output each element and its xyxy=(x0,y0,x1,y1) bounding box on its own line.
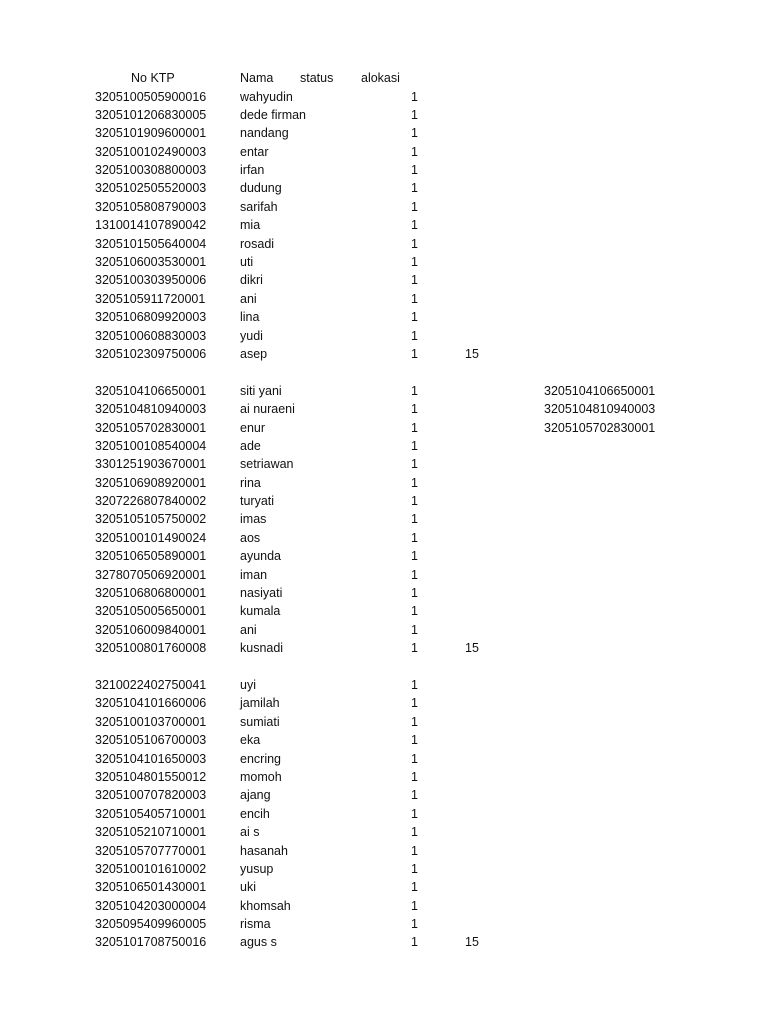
status-cell: 1 xyxy=(411,438,418,453)
status-cell: 1 xyxy=(411,530,418,545)
status-cell: 1 xyxy=(411,898,418,913)
name-cell: khomsah xyxy=(240,898,291,913)
name-cell: mia xyxy=(240,218,261,233)
name-cell: dede firman xyxy=(240,107,307,122)
extra-ktp-cell: 3205104810940003 xyxy=(544,402,656,417)
ktp-cell: 3205106009840001 xyxy=(95,622,207,637)
ktp-cell: 3205100101610002 xyxy=(95,861,207,876)
ktp-cell: 3205095409960005 xyxy=(95,917,207,932)
ktp-cell: 3205105707770001 xyxy=(95,843,207,858)
name-cell: yudi xyxy=(240,328,263,343)
ktp-cell: 3205105106700003 xyxy=(95,733,207,748)
ktp-cell: 3205106908920001 xyxy=(95,475,207,490)
table-row xyxy=(0,382,768,400)
name-cell: ajang xyxy=(240,788,271,803)
ktp-cell: 3205104203000004 xyxy=(95,898,207,913)
ktp-cell: 3205104101660006 xyxy=(95,696,207,711)
name-cell: hasanah xyxy=(240,843,288,858)
ktp-cell: 3205105005650001 xyxy=(95,604,207,619)
ktp-cell: 3205104106650001 xyxy=(95,383,207,398)
alokasi-total-cell: 15 xyxy=(465,346,479,361)
table-row xyxy=(0,639,768,657)
status-cell: 1 xyxy=(411,163,418,178)
status-cell: 1 xyxy=(411,236,418,251)
name-cell: sarifah xyxy=(240,199,278,214)
table-row xyxy=(0,179,768,197)
status-cell: 1 xyxy=(411,273,418,288)
ktp-cell: 3205100608830003 xyxy=(95,328,207,343)
name-cell: rina xyxy=(240,475,261,490)
status-cell: 1 xyxy=(411,549,418,564)
name-cell: encih xyxy=(240,806,270,821)
ktp-cell: 3205105808790003 xyxy=(95,199,207,214)
ktp-cell: 3205102309750006 xyxy=(95,346,207,361)
blank-row xyxy=(0,658,768,676)
ktp-cell: 1310014107890042 xyxy=(95,218,207,233)
ktp-cell: 3205105405710001 xyxy=(95,806,207,821)
status-cell: 1 xyxy=(411,475,418,490)
name-cell: setriawan xyxy=(240,457,294,472)
data-rows xyxy=(0,88,768,952)
name-cell: kusnadi xyxy=(240,641,284,656)
header-no-ktp: No KTP xyxy=(131,71,175,85)
status-cell: 1 xyxy=(411,751,418,766)
table-row xyxy=(0,731,768,749)
status-cell: 1 xyxy=(411,567,418,582)
name-cell: ayunda xyxy=(240,549,282,564)
ktp-cell: 3205105911720001 xyxy=(95,291,206,306)
name-cell: irfan xyxy=(240,163,265,178)
name-cell: enur xyxy=(240,420,266,435)
status-cell: 1 xyxy=(411,457,418,472)
table-row xyxy=(0,933,768,951)
name-cell: imas xyxy=(240,512,267,527)
status-cell: 1 xyxy=(411,825,418,840)
name-cell: encring xyxy=(240,751,281,766)
status-cell: 1 xyxy=(411,402,418,417)
table-row xyxy=(0,768,768,786)
ktp-cell: 3205101708750016 xyxy=(95,935,207,950)
table-row xyxy=(0,106,768,124)
status-cell: 1 xyxy=(411,769,418,784)
status-cell: 1 xyxy=(411,126,418,141)
table-row xyxy=(0,750,768,768)
ktp-cell: 3205100101490024 xyxy=(95,530,207,545)
table-row xyxy=(0,805,768,823)
status-cell: 1 xyxy=(411,328,418,343)
ktp-cell: 3205100308800003 xyxy=(95,163,207,178)
table-row xyxy=(0,897,768,915)
table-row xyxy=(0,474,768,492)
table-row xyxy=(0,584,768,602)
ktp-cell: 3205104801550012 xyxy=(95,769,207,784)
status-cell: 1 xyxy=(411,917,418,932)
status-cell: 1 xyxy=(411,622,418,637)
table-row xyxy=(0,676,768,694)
ktp-cell: 3205100505900016 xyxy=(95,89,207,104)
status-cell: 1 xyxy=(411,383,418,398)
table-row xyxy=(0,621,768,639)
status-cell: 1 xyxy=(411,714,418,729)
status-cell: 1 xyxy=(411,641,418,656)
ktp-cell: 3205106003530001 xyxy=(95,255,207,270)
name-cell: ai s xyxy=(240,825,260,840)
name-cell: agus s xyxy=(240,935,277,950)
name-cell: kumala xyxy=(240,604,281,619)
table-row xyxy=(0,327,768,345)
ktp-cell: 3301251903670001 xyxy=(95,457,207,472)
ktp-cell: 3205100103700001 xyxy=(95,714,207,729)
extra-ktp-cell: 3205104106650001 xyxy=(544,383,656,398)
status-cell: 1 xyxy=(411,586,418,601)
name-cell: asep xyxy=(240,346,268,361)
name-cell: turyati xyxy=(240,494,275,509)
name-cell: uyi xyxy=(240,678,256,692)
alokasi-total-cell: 15 xyxy=(465,935,479,950)
table-row xyxy=(0,400,768,418)
ktp-cell: 3205105702830001 xyxy=(95,420,207,435)
name-cell: risma xyxy=(240,917,271,932)
table-row xyxy=(0,290,768,308)
name-cell: ade xyxy=(240,438,261,453)
table-row xyxy=(0,713,768,731)
status-cell: 1 xyxy=(411,733,418,748)
table-row xyxy=(0,437,768,455)
table-row xyxy=(0,786,768,804)
header-status: status xyxy=(300,71,334,85)
status-cell: 1 xyxy=(411,346,418,361)
table-row xyxy=(0,253,768,271)
table-row xyxy=(0,602,768,620)
table-row xyxy=(0,198,768,216)
table-row xyxy=(0,878,768,896)
table-row xyxy=(0,161,768,179)
ktp-cell: 3205105105750002 xyxy=(95,512,207,527)
status-cell: 1 xyxy=(411,678,418,692)
status-cell: 1 xyxy=(411,144,418,159)
status-cell: 1 xyxy=(411,199,418,214)
table-row xyxy=(0,419,768,437)
table-row xyxy=(0,860,768,878)
status-cell: 1 xyxy=(411,89,418,104)
name-cell: eka xyxy=(240,733,261,748)
header-nama: Nama xyxy=(240,71,274,85)
ktp-cell: 3205100707820003 xyxy=(95,788,207,803)
name-cell: aos xyxy=(240,530,261,545)
status-cell: 1 xyxy=(411,861,418,876)
table-row xyxy=(0,823,768,841)
name-cell: dikri xyxy=(240,273,263,288)
name-cell: sumiati xyxy=(240,714,280,729)
ktp-cell: 3205104101650003 xyxy=(95,751,207,766)
status-cell: 1 xyxy=(411,494,418,509)
ktp-cell: 3205100108540004 xyxy=(95,438,207,453)
ktp-cell: 3205100102490003 xyxy=(95,144,207,159)
table-row xyxy=(0,566,768,584)
ktp-cell: 3210022402750041 xyxy=(95,678,207,692)
name-cell: dudung xyxy=(240,181,282,196)
name-cell: ani xyxy=(240,622,257,637)
table-row xyxy=(0,492,768,510)
table-row xyxy=(0,124,768,142)
ktp-cell: 3205106809920003 xyxy=(95,310,207,325)
table-row xyxy=(0,308,768,326)
table-row xyxy=(0,271,768,289)
table-row xyxy=(0,216,768,234)
table-row xyxy=(0,547,768,565)
table-row xyxy=(0,235,768,253)
status-cell: 1 xyxy=(411,218,418,233)
name-cell: jamilah xyxy=(240,696,280,711)
ktp-cell: 3205100303950006 xyxy=(95,273,207,288)
ktp-cell: 3205105210710001 xyxy=(95,825,207,840)
name-cell: ani xyxy=(240,291,257,306)
ktp-cell: 3278070506920001 xyxy=(95,567,207,582)
table-row xyxy=(0,345,768,363)
name-cell: momoh xyxy=(240,769,282,784)
status-cell: 1 xyxy=(411,181,418,196)
name-cell: wahyudin xyxy=(240,89,293,104)
name-cell: entar xyxy=(240,144,269,159)
status-cell: 1 xyxy=(411,255,418,270)
name-cell: rosadi xyxy=(240,236,275,251)
status-cell: 1 xyxy=(411,512,418,527)
blank-row xyxy=(0,363,768,381)
ktp-cell: 3205100801760008 xyxy=(95,641,207,656)
status-cell: 1 xyxy=(411,696,418,711)
name-cell: lina xyxy=(240,310,260,325)
status-cell: 1 xyxy=(411,310,418,325)
ktp-cell: 3205101505640004 xyxy=(95,236,207,251)
ktp-cell: 3205106505890001 xyxy=(95,549,207,564)
status-cell: 1 xyxy=(411,935,418,950)
ktp-cell: 3205106806800001 xyxy=(95,586,207,601)
ktp-cell: 3205104810940003 xyxy=(95,402,207,417)
alokasi-total-cell: 15 xyxy=(465,641,479,656)
name-cell: uki xyxy=(240,880,256,895)
ktp-cell: 3205102505520003 xyxy=(95,181,207,196)
name-cell: uti xyxy=(240,255,254,270)
ktp-cell: 3205106501430001 xyxy=(95,880,207,895)
table-row xyxy=(0,143,768,161)
ktp-cell: 3205101206830005 xyxy=(95,107,207,122)
name-cell: iman xyxy=(240,567,268,582)
status-cell: 1 xyxy=(411,291,418,306)
status-cell: 1 xyxy=(411,880,418,895)
status-cell: 1 xyxy=(411,806,418,821)
name-cell: yusup xyxy=(240,861,274,876)
ktp-cell: 3205101909600001 xyxy=(95,126,207,141)
name-cell: siti yani xyxy=(240,383,282,398)
status-cell: 1 xyxy=(411,107,418,122)
status-cell: 1 xyxy=(411,843,418,858)
table-row xyxy=(0,455,768,473)
table-row xyxy=(0,529,768,547)
header-alokasi: alokasi xyxy=(361,71,400,85)
ktp-cell: 3207226807840002 xyxy=(95,494,207,509)
table-row xyxy=(0,915,768,933)
name-cell: nandang xyxy=(240,126,289,141)
name-cell: ai nuraeni xyxy=(240,402,295,417)
table-row xyxy=(0,694,768,712)
table-row xyxy=(0,842,768,860)
status-cell: 1 xyxy=(411,788,418,803)
table-row xyxy=(0,88,768,106)
extra-ktp-cell: 3205105702830001 xyxy=(544,420,656,435)
table-row xyxy=(0,510,768,528)
name-cell: nasiyati xyxy=(240,586,283,601)
status-cell: 1 xyxy=(411,420,418,435)
status-cell: 1 xyxy=(411,604,418,619)
